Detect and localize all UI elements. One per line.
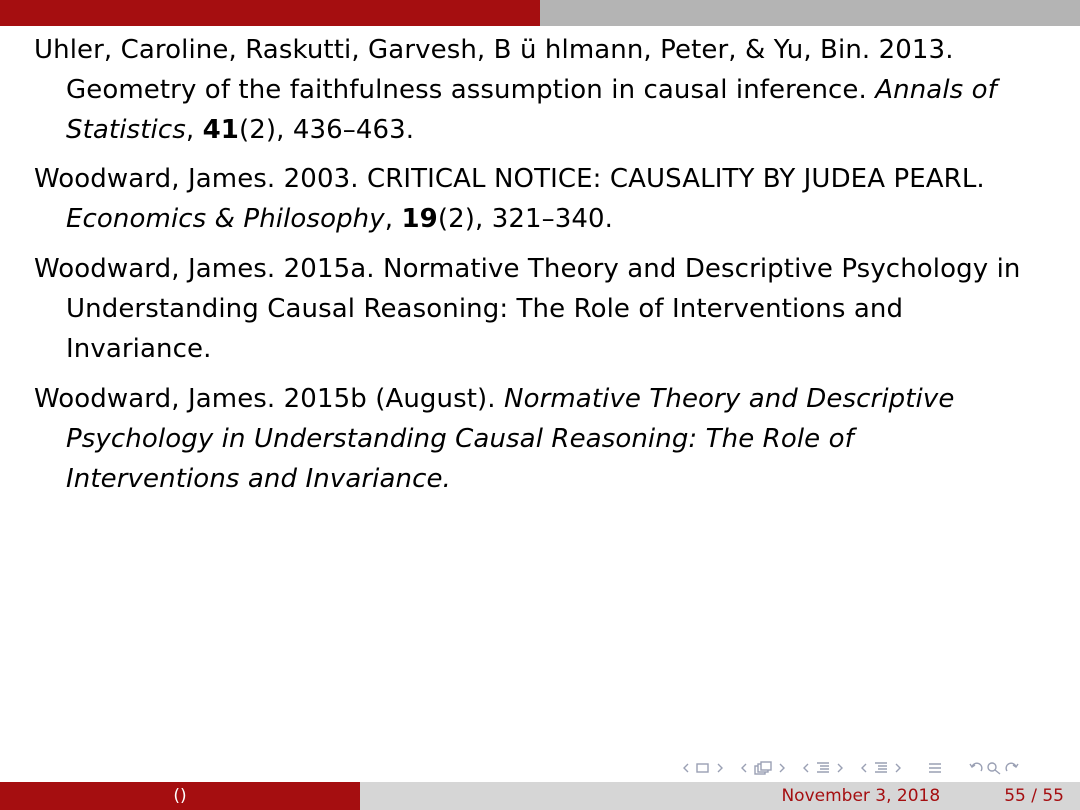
reference-volume: 19 bbox=[401, 204, 438, 234]
arrow-right-icon[interactable] bbox=[778, 763, 786, 773]
reference-authors: Woodward, James. 2003. bbox=[34, 164, 359, 194]
reference-title: Geometry of the faithfulness assumption in causal inference. bbox=[66, 75, 867, 105]
reference-volume: 41 bbox=[202, 115, 239, 145]
reference-pages: (2), 321–340. bbox=[437, 204, 614, 234]
reference-title: Normative Theory and Descriptive Psychology in Understanding Causal Reasoning: The Role of Interventions and Invariance. bbox=[66, 254, 1021, 364]
section-icon[interactable] bbox=[874, 761, 888, 775]
arrow-right-icon[interactable] bbox=[716, 763, 724, 773]
reference-title: Normative Theory and Descriptive Psychology in Understanding Causal Reasoning: The Role of Interventions and Invariance. bbox=[66, 384, 955, 494]
footer-author-text: () bbox=[173, 786, 187, 806]
subsection-icon[interactable] bbox=[754, 761, 772, 775]
footer-bar bbox=[0, 782, 1080, 810]
arrow-left-icon[interactable] bbox=[802, 763, 810, 773]
reference-authors: Woodward, James. 2015a. bbox=[34, 254, 375, 284]
header-bar-accent bbox=[0, 0, 540, 26]
reference-item: Woodward, James. 2003. CRITICAL NOTICE: CAUSALITY BY JUDEA PEARL. Economics & Philosophy, 19(2), 321–340. bbox=[34, 164, 985, 234]
reference-title: CRITICAL NOTICE: CAUSALITY BY JUDEA PEARL. bbox=[366, 164, 985, 194]
undo-icon[interactable] bbox=[968, 761, 984, 775]
footer-author bbox=[0, 782, 360, 810]
arrow-left-icon[interactable] bbox=[860, 763, 868, 773]
beamer-navigation bbox=[682, 757, 1074, 779]
arrow-right-icon[interactable] bbox=[894, 763, 902, 773]
redo-icon[interactable] bbox=[1004, 761, 1020, 775]
frame-icon[interactable] bbox=[696, 762, 710, 774]
section-icon[interactable] bbox=[816, 761, 830, 775]
arrow-right-icon[interactable] bbox=[836, 763, 844, 773]
reference-item bbox=[34, 249, 1034, 369]
footer-date: November 3, 2018 bbox=[781, 786, 941, 806]
reference-authors: Uhler, Caroline, Raskutti, Garvesh, B ü hlmann, Peter, & Yu, Bin. 2013. bbox=[34, 35, 954, 65]
reference-item bbox=[34, 379, 1034, 499]
reference-item: Uhler, Caroline, Raskutti, Garvesh, B ü hlmann, Peter, & Yu, Bin. 2013. Geometry of the faithfulness assumption in causal inference. Annals of Statistics, 41(2), 436–463. bbox=[34, 35, 997, 145]
reference-authors: Woodward, James. 2015b (August). bbox=[34, 384, 496, 414]
arrow-left-icon[interactable] bbox=[682, 763, 690, 773]
footer-page-number: 55 / 55 bbox=[1004, 786, 1064, 806]
header-bar-grey bbox=[540, 0, 1080, 26]
reference-journal: Annals of Statistics bbox=[66, 75, 997, 145]
arrow-left-icon[interactable] bbox=[740, 763, 748, 773]
search-icon[interactable] bbox=[986, 761, 1002, 775]
header-bar bbox=[0, 0, 1080, 26]
reference-list bbox=[34, 30, 1034, 509]
reference-pages: (2), 436–463. bbox=[238, 115, 415, 145]
footer-info bbox=[360, 782, 1080, 810]
align-icon[interactable] bbox=[928, 761, 942, 775]
reference-journal: Economics & Philosophy bbox=[66, 204, 385, 234]
